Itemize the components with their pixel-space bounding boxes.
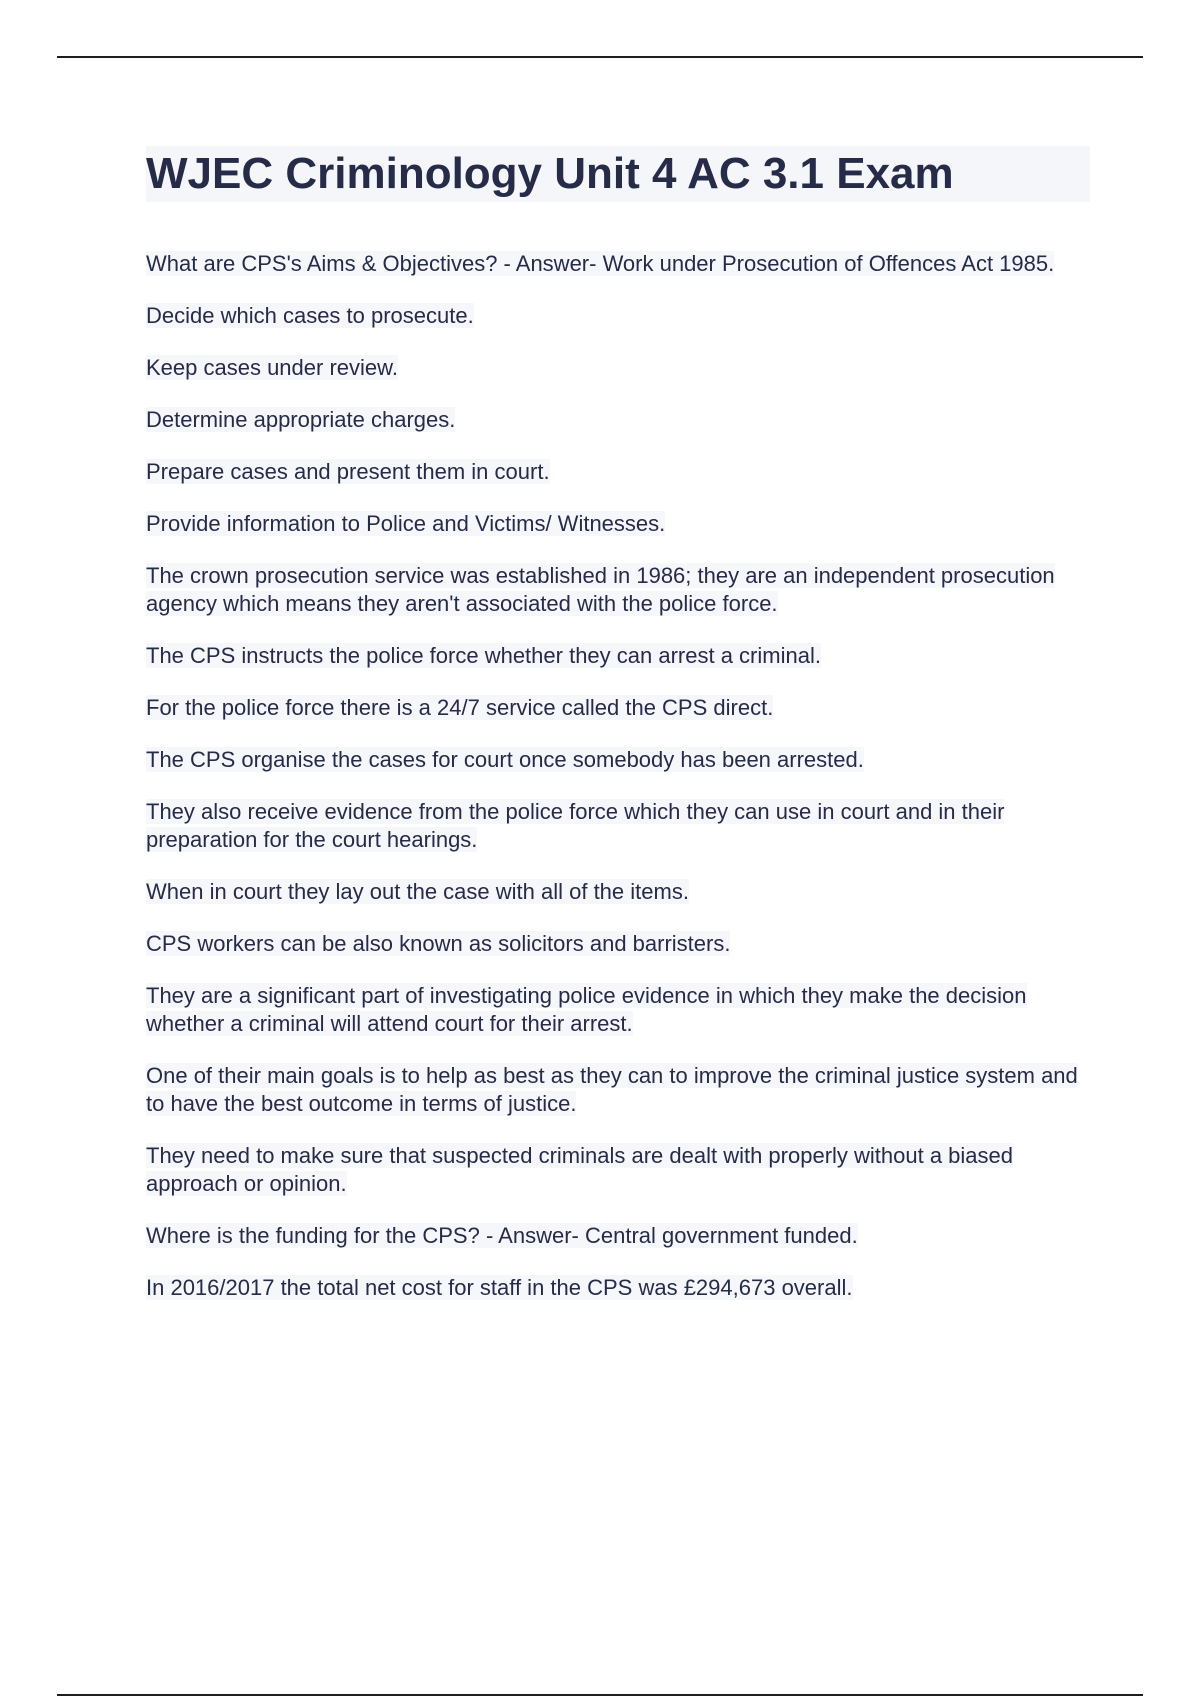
document-title: WJEC Criminology Unit 4 AC 3.1 Exam bbox=[146, 149, 954, 198]
paragraph bbox=[146, 798, 1090, 854]
page-bottom-rule bbox=[57, 1694, 1143, 1696]
paragraph-text: In 2016/2017 the total net cost for staff in the CPS was £294,673 overall. bbox=[146, 1275, 853, 1300]
paragraph bbox=[146, 458, 1090, 486]
paragraph bbox=[146, 878, 1090, 906]
paragraph bbox=[146, 250, 1090, 278]
paragraph-text: The CPS instructs the police force whether they can arrest a criminal. bbox=[146, 643, 821, 668]
paragraph-text: Keep cases under review. bbox=[146, 355, 398, 380]
paragraph-text: They are a significant part of investigating police evidence in which they make the decision whether a criminal will attend court for their arrest. bbox=[146, 983, 1027, 1036]
paragraph-text: They need to make sure that suspected criminals are dealt with properly without a biased approach or opinion. bbox=[146, 1143, 1014, 1196]
paragraph bbox=[146, 746, 1090, 774]
paragraph-text: Decide which cases to prosecute. bbox=[146, 303, 474, 328]
title-band bbox=[146, 146, 1090, 202]
paragraph-text: When in court they lay out the case with all of the items. bbox=[146, 879, 689, 904]
paragraph-text: Prepare cases and present them in court. bbox=[146, 459, 550, 484]
paragraph bbox=[146, 1062, 1090, 1118]
paragraph-text: Determine appropriate charges. bbox=[146, 407, 456, 432]
paragraph bbox=[146, 354, 1090, 382]
paragraph-text: The crown prosecution service was established in 1986; they are an independent prosecution agency which means they aren't associated with the police force. bbox=[146, 563, 1055, 616]
paragraph-text: They also receive evidence from the police force which they can use in court and in their preparation for the court hearings. bbox=[146, 799, 1005, 852]
paragraph-text: For the police force there is a 24/7 service called the CPS direct. bbox=[146, 695, 774, 720]
paragraph-text: CPS workers can be also known as solicitors and barristers. bbox=[146, 931, 731, 956]
paragraph-text: Provide information to Police and Victims/ Witnesses. bbox=[146, 511, 666, 536]
page-top-rule bbox=[57, 56, 1143, 58]
paragraph bbox=[146, 510, 1090, 538]
paragraph bbox=[146, 1274, 1090, 1302]
paragraph bbox=[146, 642, 1090, 670]
paragraph bbox=[146, 930, 1090, 958]
paragraph bbox=[146, 1142, 1090, 1198]
paragraph bbox=[146, 302, 1090, 330]
paragraph bbox=[146, 1222, 1090, 1250]
paragraph-text: What are CPS's Aims & Objectives? - Answer- Work under Prosecution of Offences Act 1985. bbox=[146, 251, 1055, 276]
document-body bbox=[146, 146, 1090, 1326]
paragraph bbox=[146, 694, 1090, 722]
paragraph-text: The CPS organise the cases for court once somebody has been arrested. bbox=[146, 747, 864, 772]
paragraph bbox=[146, 406, 1090, 434]
paragraph-text: Where is the funding for the CPS? - Answer- Central government funded. bbox=[146, 1223, 858, 1248]
paragraph bbox=[146, 982, 1090, 1038]
paragraph-text: One of their main goals is to help as best as they can to improve the criminal justice system and to have the best outcome in terms of justice. bbox=[146, 1063, 1078, 1116]
paragraph bbox=[146, 562, 1090, 618]
